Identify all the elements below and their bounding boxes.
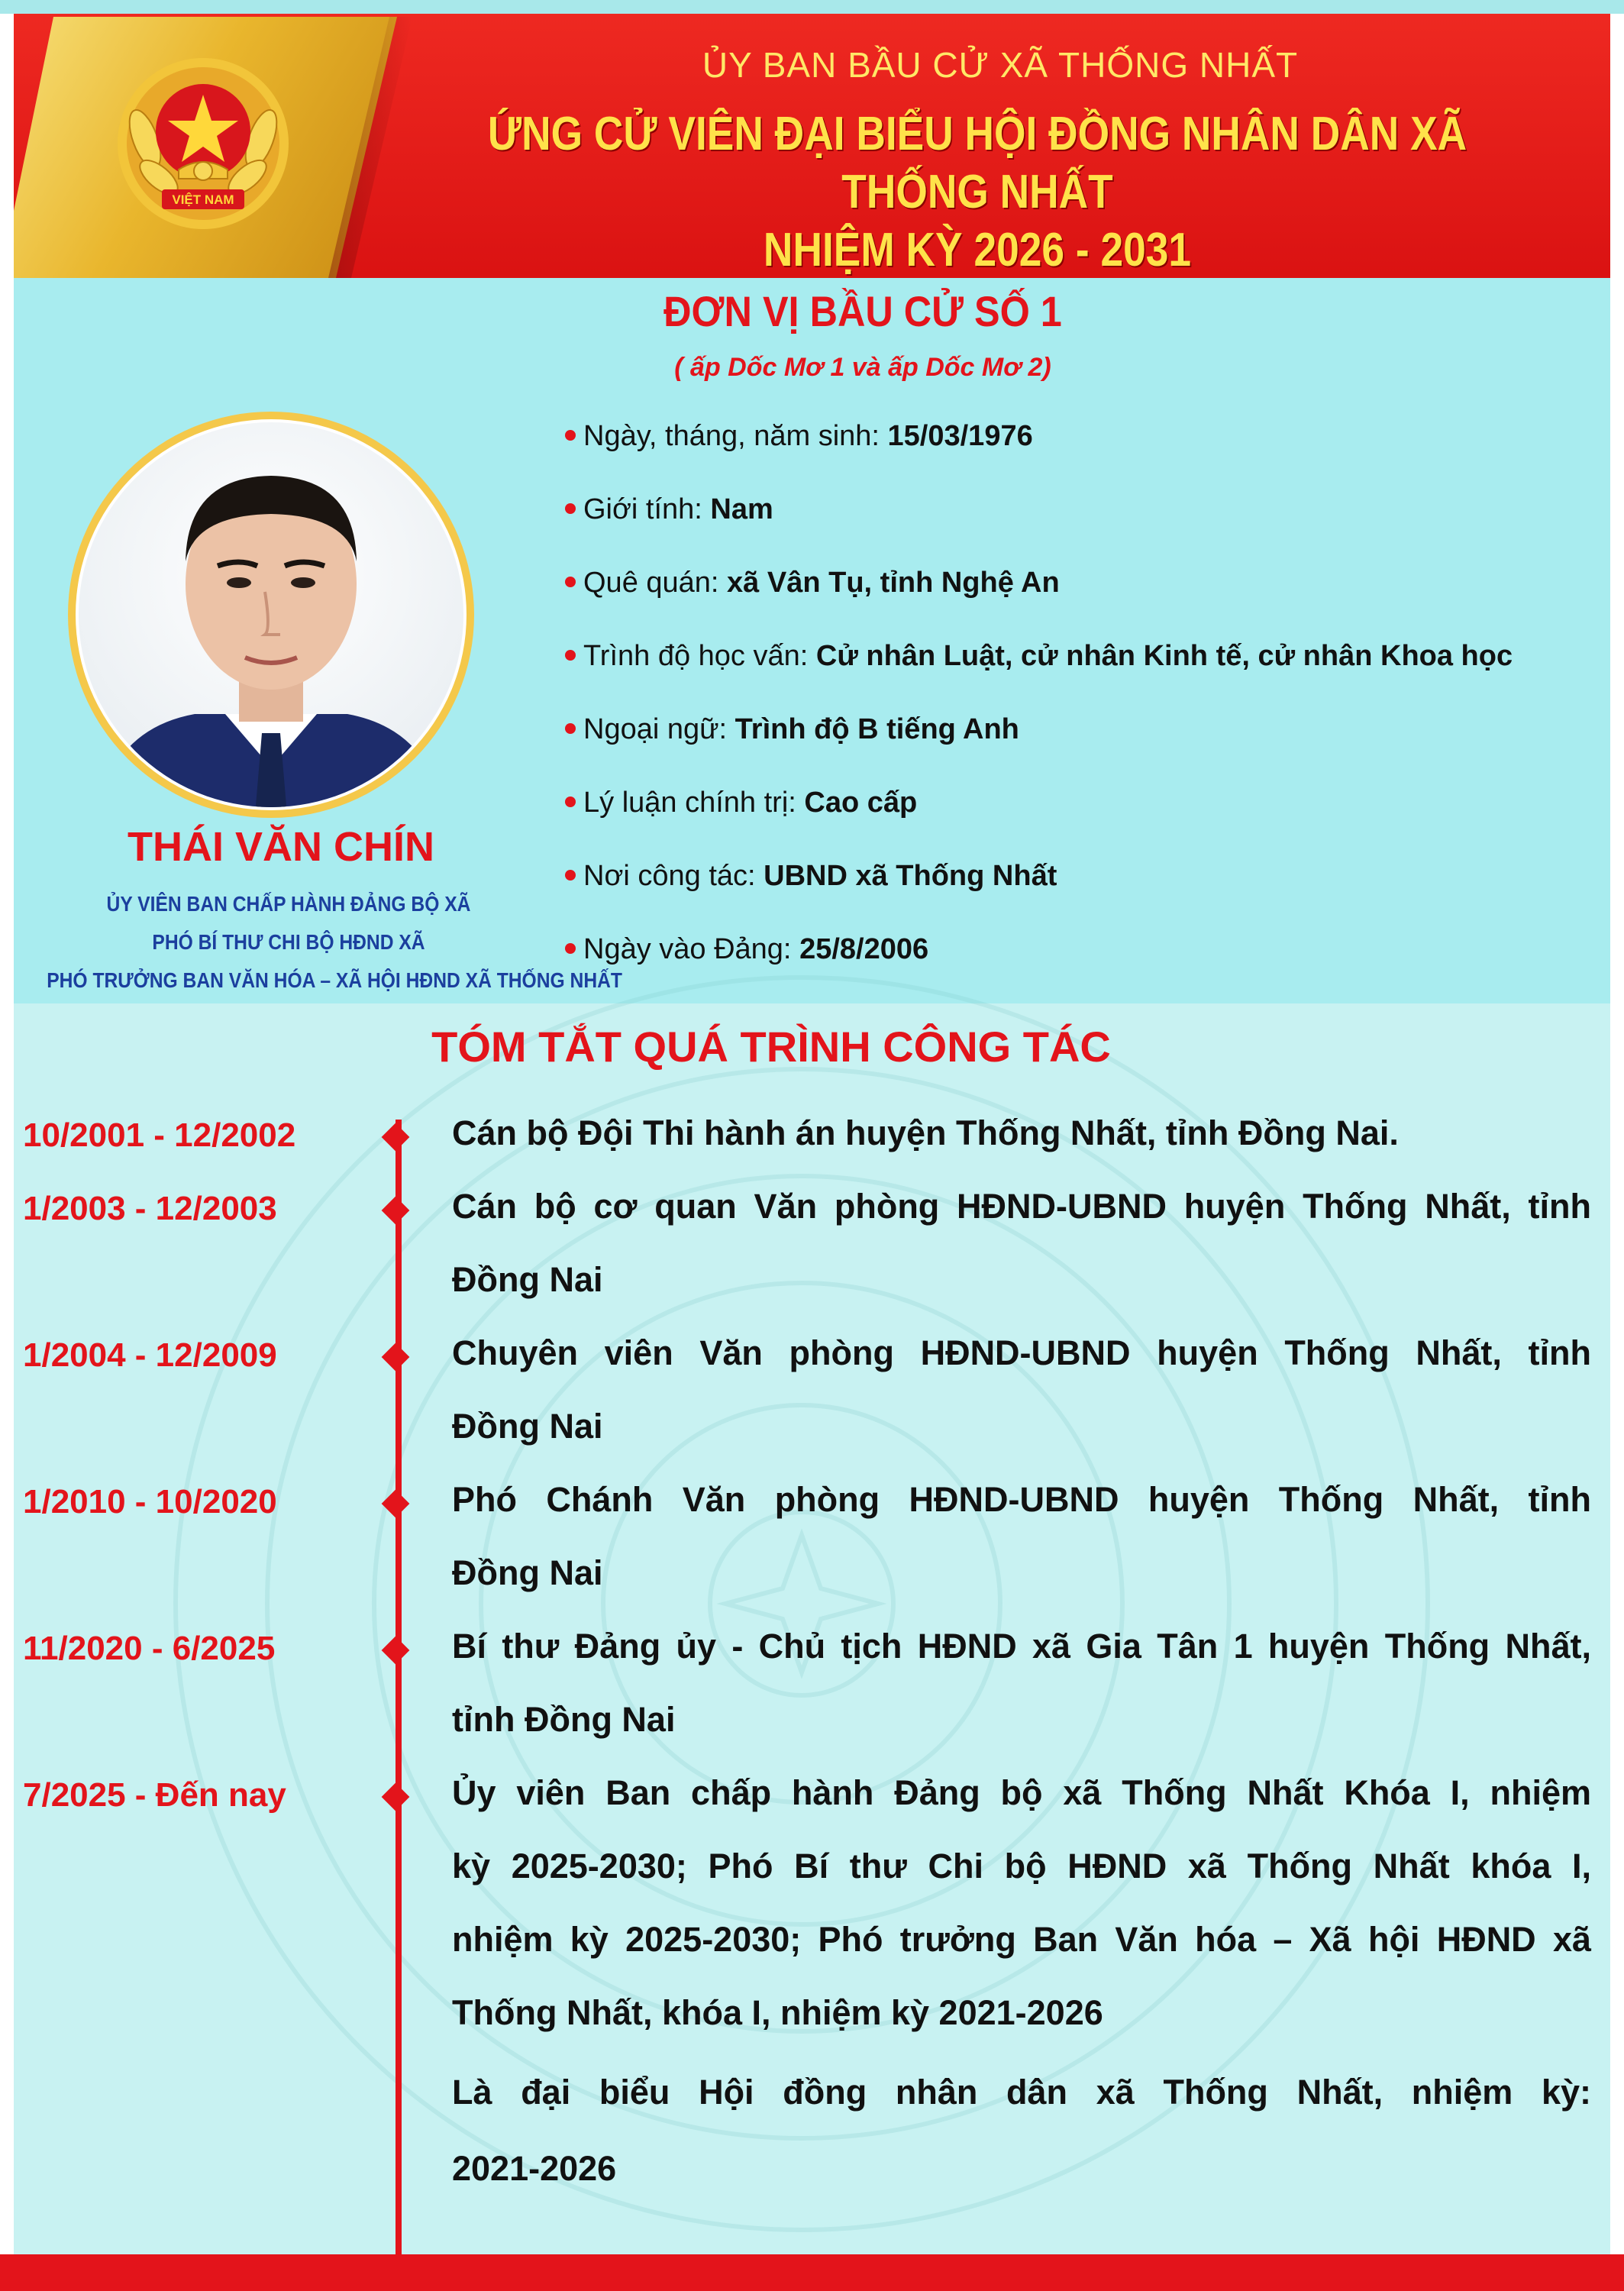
poster-title-line-2: NHIỆM KỲ 2026 - 2031 xyxy=(763,224,1192,276)
committee-name: ỦY BAN BẦU CỬ XÃ THỐNG NHẤT xyxy=(702,45,1299,85)
header-top-strip xyxy=(0,0,1624,14)
bullet-icon xyxy=(565,503,576,514)
poster-title xyxy=(439,105,1516,280)
candidate-portrait xyxy=(65,409,477,821)
timeline-text: Cán bộ cơ quan Văn phòng HĐND-UBND huyện Thống Nhất, tỉnh xyxy=(452,1187,1591,1226)
national-emblem-icon xyxy=(115,55,292,232)
bio-item-political-theory: Lý luận chính trị: Cao cấp xyxy=(565,787,917,840)
bio-item-gender: Giới tính: Nam xyxy=(565,493,773,547)
timeline-date: 1/2003 - 12/2003 xyxy=(23,1190,277,1227)
timeline-text: Phó Chánh Văn phòng HĐND-UBND huyện Thống Nhất, tỉnh xyxy=(452,1480,1591,1519)
timeline-line xyxy=(396,1120,402,2257)
timeline-text: Cán bộ Đội Thi hành án huyện Thống Nhất, tỉnh Đồng Nai. xyxy=(452,1113,1399,1152)
timeline-date: 7/2025 - Đến nay xyxy=(23,1776,286,1814)
bullet-icon xyxy=(565,430,576,441)
timeline-text: 2021-2026 xyxy=(452,2149,617,2188)
bullet-icon xyxy=(565,723,576,734)
timeline-date: 1/2004 - 12/2009 xyxy=(23,1336,277,1374)
bio-item-birthdate: Ngày, tháng, năm sinh: 15/03/1976 xyxy=(565,420,1033,473)
candidate-role: ỦY VIÊN BAN CHẤP HÀNH ĐẢNG BỘ XÃ xyxy=(106,892,471,916)
electoral-unit-title: ĐƠN VỊ BẦU CỬ SỐ 1 xyxy=(663,287,1062,335)
career-section-title: TÓM TẮT QUÁ TRÌNH CÔNG TÁC xyxy=(431,1023,1111,1071)
timeline-date: 11/2020 - 6/2025 xyxy=(23,1630,276,1667)
timeline-text: Đồng Nai xyxy=(452,1260,603,1299)
timeline-text: tỉnh Đồng Nai xyxy=(452,1700,676,1739)
bullet-icon xyxy=(565,797,576,807)
timeline-text: Bí thư Đảng ủy - Chủ tịch HĐND xã Gia Tân 1 huyện Thống Nhất, xyxy=(452,1627,1591,1666)
poster-title-line-1: ỨNG CỬ VIÊN ĐẠI BIỂU HỘI ĐỒNG NHÂN DÂN XÃ THỐNG NHẤT xyxy=(487,108,1467,218)
candidate-name: THÁI VĂN CHÍN xyxy=(128,824,434,870)
timeline-date: 1/2010 - 10/2020 xyxy=(23,1483,277,1520)
timeline-text: Thống Nhất, khóa I, nhiệm kỳ 2021-2026 xyxy=(452,1993,1103,2032)
left-frame xyxy=(0,14,14,2259)
timeline-text: Là đại biểu Hội đồng nhân dân xã Thống Nhất, nhiệm kỳ: xyxy=(452,2073,1591,2112)
bio-item-education: Trình độ học vấn: Cử nhân Luật, cử nhân Kinh tế, cử nhân Khoa học xyxy=(565,640,1513,693)
timeline-text: Đồng Nai xyxy=(452,1407,603,1446)
bullet-icon xyxy=(565,943,576,954)
timeline-text: nhiệm kỳ 2025-2030; Phó trưởng Ban Văn hóa – Xã hội HĐND xã xyxy=(452,1920,1591,1959)
timeline-date: 10/2001 - 12/2002 xyxy=(23,1116,296,1154)
bullet-icon xyxy=(565,870,576,881)
timeline-text: Chuyên viên Văn phòng HĐND-UBND huyện Thống Nhất, tỉnh xyxy=(452,1333,1591,1372)
timeline-text: Đồng Nai xyxy=(452,1553,603,1592)
candidate-role: PHÓ BÍ THƯ CHI BỘ HĐND XÃ xyxy=(152,930,425,954)
bio-item-foreign-language: Ngoại ngữ: Trình độ B tiếng Anh xyxy=(565,713,1019,767)
timeline-text: Ủy viên Ban chấp hành Đảng bộ xã Thống Nhất Khóa I, nhiệm xyxy=(452,1773,1591,1812)
footer-band xyxy=(0,2254,1624,2291)
bio-item-workplace: Nơi công tác: UBND xã Thống Nhất xyxy=(565,860,1057,913)
candidate-role: PHÓ TRƯỞNG BAN VĂN HÓA – XÃ HỘI HĐND XÃ THỐNG NHẤT xyxy=(47,968,622,992)
svg-text:VIỆT NAM: VIỆT NAM xyxy=(172,192,234,207)
bio-item-party-join-date: Ngày vào Đảng: 25/8/2006 xyxy=(565,933,928,987)
bullet-icon xyxy=(565,650,576,661)
timeline-text: kỳ 2025-2030; Phó Bí thư Chi bộ HĐND xã Thống Nhất khóa I, xyxy=(452,1847,1591,1885)
electoral-unit-subtitle: ( ấp Dốc Mơ 1 và ấp Dốc Mơ 2) xyxy=(674,353,1051,382)
bio-item-hometown: Quê quán: xã Vân Tụ, tỉnh Nghệ An xyxy=(565,567,1060,620)
right-frame xyxy=(1610,14,1624,2259)
bullet-icon xyxy=(565,577,576,587)
